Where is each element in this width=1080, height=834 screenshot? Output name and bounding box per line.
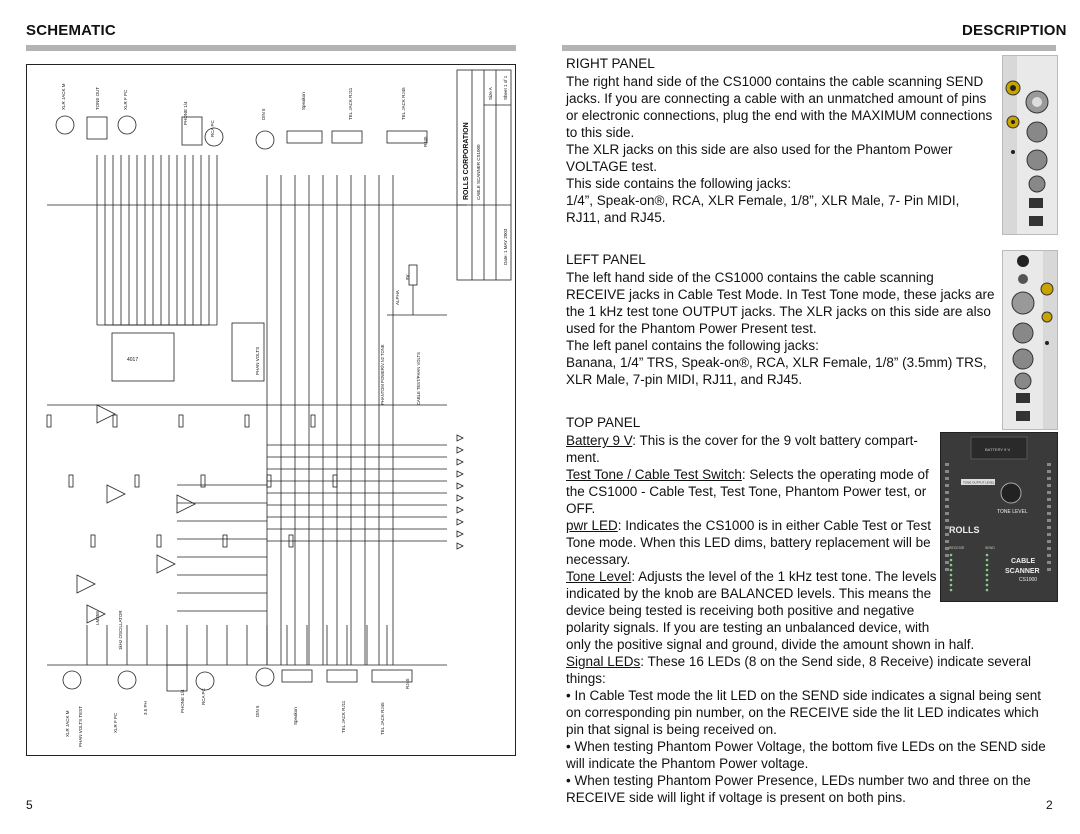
bullet-line: RECEIVE side will light if voltage is present on both pins. bbox=[566, 790, 906, 805]
bullet-line: • When testing Phantom Power Presence, LEDs number two and three on the bbox=[566, 773, 1031, 788]
right-panel-title: RIGHT PANEL bbox=[566, 56, 655, 71]
label-speakon: Speakon bbox=[301, 92, 306, 110]
label-phone-14: PHONE 1/4 bbox=[183, 101, 188, 125]
text-line: The left panel contains the following jacks: bbox=[566, 338, 819, 353]
label-phan-volts: PHAN VOLTS bbox=[255, 346, 260, 375]
top-panel-item bbox=[566, 653, 1058, 670]
text-line: the CS1000 - Cable Test, Test Tone, Phantom Power test, or bbox=[566, 484, 927, 499]
ic-4017 bbox=[112, 323, 264, 381]
label-lm358: LM358 bbox=[95, 611, 100, 625]
label-speakon-bottom: Speakon bbox=[293, 707, 298, 725]
svg-text:TONE LEVEL: TONE LEVEL bbox=[997, 509, 1028, 515]
label-xlr-jack-m-bottom: XLR JACK M bbox=[65, 710, 70, 737]
right-panel-photo bbox=[1002, 55, 1058, 235]
item-term: Tone Level bbox=[566, 569, 632, 584]
label-tone-out: TONE OUT bbox=[95, 86, 100, 110]
label-rj11-bottom: TEL JACK RJ11 bbox=[341, 700, 346, 733]
item-term: Signal LEDs bbox=[566, 654, 641, 669]
label-oscillator: 1kHz OSCILLATOR bbox=[118, 610, 123, 650]
item-text: : Adjusts the level of the 1 kHz test tone. The levels bbox=[631, 569, 937, 584]
svg-text:CABLE: CABLE bbox=[1011, 558, 1036, 565]
label-9v: 9V bbox=[405, 274, 410, 280]
label-rca-pc: RCA PC bbox=[210, 120, 215, 137]
item-term: Battery 9 V bbox=[566, 433, 633, 448]
label-alpha: ALPHA bbox=[395, 290, 400, 305]
schematic-heading: SCHEMATIC bbox=[26, 22, 116, 39]
title-block-sheet: Sheet 1 of 1 bbox=[503, 75, 508, 100]
text-line: The XLR jacks on this side are also used for the Phantom Power bbox=[566, 142, 953, 157]
text-line: polarity signals. If you are testing an unbalanced device, with bbox=[566, 620, 930, 635]
label-phone-14-bottom: PHONE 1/4 bbox=[180, 689, 185, 713]
label-rj45: RJ45 bbox=[423, 136, 428, 147]
text-line: used for the Phantom Power Present test. bbox=[566, 321, 817, 336]
text-line: XLR Male, 7-pin MIDI, RJ11, and RJ45. bbox=[566, 372, 803, 387]
right-header-rule bbox=[562, 45, 1056, 51]
schematic-wiring bbox=[47, 116, 467, 691]
label-xlr-f-pc: XLR F PC bbox=[123, 89, 128, 110]
text-line: VOLTAGE test. bbox=[566, 159, 658, 174]
item-term: pwr LED bbox=[566, 518, 618, 533]
title-block-size: Size A bbox=[488, 87, 493, 100]
bullet-line: • When testing Phantom Power Voltage, the bottom five LEDs on the SEND side bbox=[566, 739, 1046, 754]
label-phan-volts-test: PHAN VOLTS TEST bbox=[78, 706, 83, 747]
label-din-5: DIN 5 bbox=[261, 108, 266, 120]
label-rj45-b2: RJ45 bbox=[405, 678, 410, 689]
label-xlr-f-pc-bottom: XLR F PC bbox=[113, 712, 118, 733]
svg-text:4017: 4017 bbox=[127, 357, 139, 363]
text-line: Banana, 1/4” TRS, Speak-on®, RCA, XLR Female, 1/8” (3.5mm) TRS, bbox=[566, 355, 987, 370]
svg-text:BATTERY 9 V: BATTERY 9 V bbox=[985, 447, 1011, 452]
label-tel-jack-rj11: TEL JACK RJ11 bbox=[348, 87, 353, 120]
text-line: This side contains the following jacks: bbox=[566, 176, 792, 191]
svg-text:CS1000: CS1000 bbox=[1019, 577, 1038, 583]
left-panel-photo bbox=[1002, 250, 1058, 430]
description-heading: DESCRIPTION bbox=[962, 22, 1067, 39]
item-text: : Indicates the CS1000 is in either Cable Test or Test bbox=[617, 518, 931, 533]
label-din-5-bottom: DIN 5 bbox=[255, 705, 260, 717]
bullet-line: pin that signal is being received on. bbox=[566, 722, 777, 737]
svg-text:SCANNER: SCANNER bbox=[1005, 568, 1040, 575]
text-line: The right hand side of the CS1000 contains the cable scanning SEND bbox=[566, 74, 984, 89]
item-text: : These 16 LEDs (8 on the Send side, 8 Receive) indicate several bbox=[640, 654, 1032, 669]
text-line: indicated by the knob are BALANCED levels. This means the bbox=[566, 586, 932, 601]
top-panel-photo bbox=[940, 432, 1058, 602]
title-block bbox=[457, 70, 511, 280]
top-panel-title: TOP PANEL bbox=[566, 415, 641, 430]
text-line: necessary. bbox=[566, 552, 631, 567]
item-term: Test Tone / Cable Test Switch bbox=[566, 467, 742, 482]
text-line: The left hand side of the CS1000 contains the cable scanning bbox=[566, 270, 934, 285]
left-panel-text bbox=[566, 269, 998, 388]
text-line: the 1 kHz test tone OUTPUT jacks. The XLR jacks on this side are also bbox=[566, 304, 991, 319]
text-line: OFF. bbox=[566, 501, 596, 516]
bullet-line: will indicate the Phantom Power voltage. bbox=[566, 756, 809, 771]
label-rca-pc-bottom: RCA PC bbox=[201, 688, 206, 705]
label-tel-jack-rj45: TEL JACK RJ45 bbox=[401, 87, 406, 120]
title-block-title: CABLE SCANNER CS1000 bbox=[476, 144, 481, 200]
text-line: RECEIVE jacks in Cable Test Mode. In Test Tone mode, these jacks are bbox=[566, 287, 995, 302]
page-number-left: 5 bbox=[26, 798, 33, 812]
item-text: : Selects the operating mode of bbox=[741, 467, 929, 482]
bullet-line: on corresponding pin number, on the RECEIVE side the lit LED indicates which bbox=[566, 705, 1039, 720]
text-line: jacks. If you are connecting a cable with an unmatched amount of pins bbox=[566, 91, 987, 106]
label-cable-test: CABLE TEST/PHAN VOLTS bbox=[416, 352, 421, 405]
title-block-company: ROLLS CORPORATION bbox=[463, 122, 470, 200]
bullet-line: • In Cable Test mode the lit LED on the SEND side indicates a signal being sent bbox=[566, 688, 1041, 703]
schematic-diagram bbox=[26, 64, 516, 756]
svg-text:TONE OUTPUT LEVEL: TONE OUTPUT LEVEL bbox=[963, 480, 995, 485]
label-3-5-ph: 3.5 PH bbox=[143, 701, 148, 715]
text-line: RJ11, and RJ45. bbox=[566, 210, 666, 225]
title-block-date: Date: 1 MAY 2003 bbox=[503, 228, 508, 265]
text-line: ment. bbox=[566, 450, 600, 465]
label-xlr-jack-m: XLR JACK M bbox=[61, 83, 66, 110]
text-line: or electronic connections, plug the end with the MAXIMUM connections bbox=[566, 108, 993, 123]
page-number-right: 2 bbox=[1046, 798, 1053, 812]
svg-text:RECEIVE: RECEIVE bbox=[949, 546, 965, 550]
item-text: : This is the cover for the 9 volt battery compart- bbox=[632, 433, 918, 448]
text-line: Tone mode. When this LED dims, battery replacement will be bbox=[566, 535, 931, 550]
svg-text:ROLLS: ROLLS bbox=[949, 525, 980, 535]
text-line: things: bbox=[566, 671, 606, 686]
text-line: to this side. bbox=[566, 125, 635, 140]
right-panel-text bbox=[566, 73, 998, 226]
text-line: only the positive signal and ground, divide the amount shown in half. bbox=[566, 637, 975, 652]
text-line: device being tested is receiving both positive and negative bbox=[566, 603, 915, 618]
left-panel-title: LEFT PANEL bbox=[566, 252, 646, 267]
label-rj45-bottom: TEL JACK RJ45 bbox=[380, 702, 385, 735]
svg-text:SEND: SEND bbox=[985, 546, 995, 550]
left-header-rule bbox=[26, 45, 516, 51]
text-line: 1/4”, Speak-on®, RCA, XLR Female, 1/8”, XLR Male, 7- Pin MIDI, bbox=[566, 193, 960, 208]
label-phantom-power-pres: PHANTOM POWER/V.N2 TONE bbox=[380, 344, 385, 405]
